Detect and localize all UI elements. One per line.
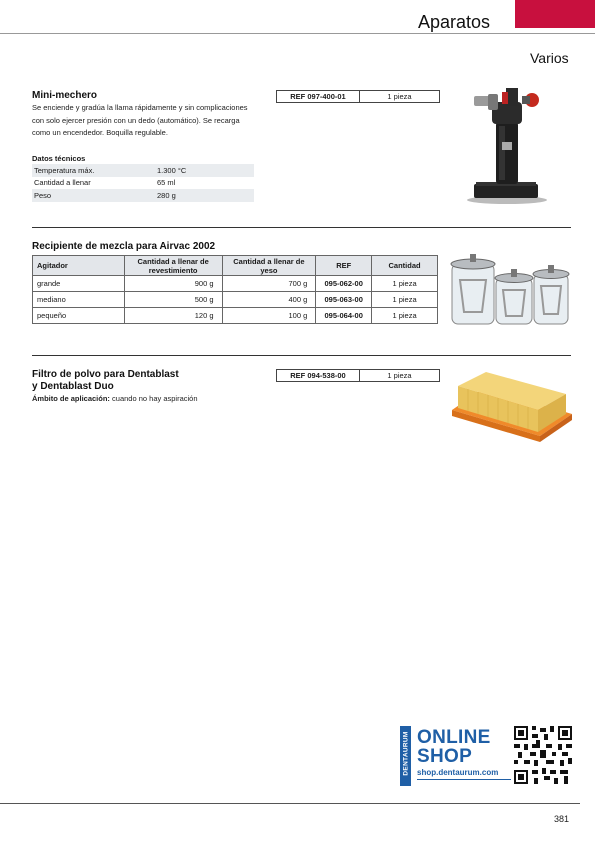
ref-box-mini-mechero (276, 90, 440, 103)
cell-yeso: 100 g (222, 308, 316, 324)
tech-row (32, 189, 254, 202)
ref-number: REF 094-538-00 (277, 370, 360, 381)
table-header-row (33, 256, 438, 276)
tech-label: Cantidad a llenar (34, 178, 91, 188)
col-header-qty: Cantidad (372, 256, 438, 276)
cell-yeso: 400 g (222, 292, 316, 308)
application-scope (32, 393, 198, 406)
scope-label: Ámbito de aplicación: (32, 394, 110, 403)
header-accent-block (515, 0, 595, 28)
cell-ref: 095-064-00 (316, 308, 372, 324)
ref-quantity: 1 pieza (387, 92, 412, 101)
shop-title-line1: ONLINE (417, 727, 491, 748)
cell-qty: 1 pieza (372, 276, 438, 292)
footer-divider (0, 803, 580, 804)
cell-qty: 1 pieza (372, 308, 438, 324)
shop-brand-strip (400, 726, 411, 786)
section-subtitle: Varios (530, 50, 569, 66)
product-title-mix-container: Recipiente de mezcla para Airvac 2002 (32, 241, 216, 252)
header-divider (0, 33, 595, 34)
ref-number: REF 097-400-01 (277, 91, 360, 102)
product-title-dust-filter-line2: y Dentablast Duo (32, 381, 114, 392)
cell-revest: 900 g (124, 276, 222, 292)
tech-row (32, 164, 254, 177)
cell-size: mediano (33, 292, 125, 308)
cell-size: pequeño (33, 308, 125, 324)
col-header-revest: Cantidad a llenar de revestimiento (124, 256, 222, 276)
shop-url-link[interactable]: shop.dentaurum.com (417, 768, 499, 777)
section-divider (32, 355, 571, 356)
tech-value: 1.300 °C (157, 165, 187, 175)
tech-value: 65 ml (157, 178, 176, 188)
qr-code-icon[interactable] (514, 726, 572, 784)
cell-revest: 120 g (124, 308, 222, 324)
tech-value: 280 g (157, 190, 176, 200)
tech-label: Temperatura máx. (34, 165, 95, 175)
mix-container-table (32, 255, 438, 324)
tech-data-table (32, 164, 254, 202)
tech-data-title: Datos técnicos (32, 154, 86, 163)
table-row (33, 308, 438, 324)
col-header-ref: REF (316, 256, 372, 276)
shop-title[interactable] (417, 728, 491, 766)
page-number: 381 (554, 814, 570, 824)
shop-title-line2: SHOP (417, 746, 473, 767)
ref-box-dust-filter (276, 369, 440, 382)
product-title-mini-mechero: Mini-mechero (32, 90, 98, 101)
cell-revest: 500 g (124, 292, 222, 308)
table-row (33, 292, 438, 308)
cell-ref: 095-062-00 (316, 276, 372, 292)
cell-size: grande (33, 276, 125, 292)
col-header-yeso: Cantidad a llenar de yeso (222, 256, 316, 276)
section-divider (32, 227, 571, 228)
col-header-agitator: Agitador (33, 256, 125, 276)
tech-label: Peso (34, 190, 52, 200)
mini-torch-image (462, 82, 552, 214)
cell-qty: 1 pieza (372, 292, 438, 308)
cell-yeso: 700 g (222, 276, 316, 292)
scope-value: cuando no hay aspiración (112, 394, 198, 403)
ref-quantity: 1 pieza (387, 371, 412, 380)
product-title-dust-filter-line1: Filtro de polvo para Dentablast (32, 369, 179, 380)
mixing-containers-image (446, 252, 574, 330)
shop-brand-vertical: DENTAURUM (402, 731, 410, 776)
table-row (33, 276, 438, 292)
dust-filter-image (448, 366, 574, 446)
tech-row (32, 177, 254, 190)
cell-ref: 095-063-00 (316, 292, 372, 308)
product-description: Se enciende y gradúa la llama rápidamente y sin complicaciones con solo ejercer presión con un dedo (automático). Se recarga como un encendedor. Boquilla regulable. (32, 103, 248, 137)
shop-underline (417, 779, 511, 780)
page-title: Aparatos (418, 12, 491, 32)
